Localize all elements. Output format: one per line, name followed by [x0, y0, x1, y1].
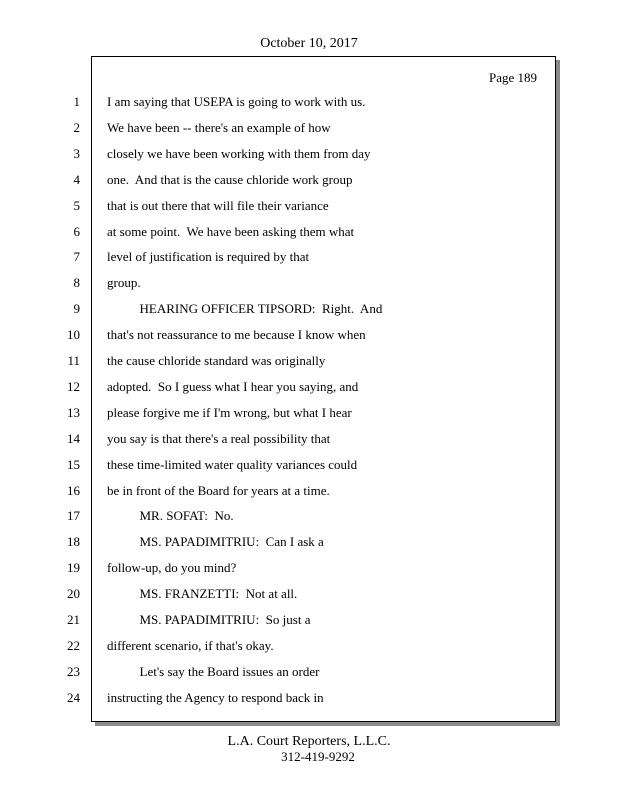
line-number: 8 [73, 275, 80, 290]
line-text: Let's say the Board issues an order [107, 664, 320, 679]
line-text: We have been -- there's an example of how [107, 120, 331, 135]
line-text: HEARING OFFICER TIPSORD: Right. And [107, 301, 383, 316]
line-number: 17 [67, 508, 80, 523]
line-number: 15 [67, 457, 80, 472]
line-text: instructing the Agency to respond back in [107, 690, 324, 705]
line-number: 11 [67, 353, 80, 368]
line-number: 4 [73, 172, 80, 187]
line-text: be in front of the Board for years at a time. [107, 483, 330, 498]
line-text: I am saying that USEPA is going to work with us. [107, 94, 366, 109]
line-number: 23 [67, 664, 80, 679]
line-number: 13 [67, 405, 80, 420]
line-text: MS. PAPADIMITRIU: Can I ask a [107, 534, 324, 549]
line-text: please forgive me if I'm wrong, but what I hear [107, 405, 352, 420]
line-number: 5 [73, 198, 80, 213]
line-number: 16 [67, 483, 80, 498]
line-number: 21 [67, 612, 80, 627]
line-text: group. [107, 275, 141, 290]
line-text: you say is that there's a real possibility that [107, 431, 331, 446]
line-number: 7 [73, 249, 80, 264]
line-text: that's not reassurance to me because I know when [107, 327, 366, 342]
line-text: MS. FRANZETTI: Not at all. [107, 586, 298, 601]
court-reporter-phone: 312-419-9292 [281, 749, 355, 764]
line-text: level of justification is required by that [107, 249, 310, 264]
line-number: 18 [67, 534, 80, 549]
footer [0, 734, 618, 764]
line-number: 14 [67, 431, 80, 446]
line-text: that is out there that will file their variance [107, 198, 329, 213]
court-reporter-name: L.A. Court Reporters, L.L.C. [227, 734, 391, 749]
page-number: Page 189 [488, 70, 537, 85]
line-number: 22 [67, 638, 80, 653]
line-text: the cause chloride standard was originally [107, 353, 326, 368]
line-text: follow-up, do you mind? [107, 560, 237, 575]
line-text: these time-limited water quality variances could [107, 457, 358, 472]
line-number: 1 [73, 94, 80, 109]
line-number: 10 [67, 327, 80, 342]
line-number: 19 [67, 560, 80, 575]
line-text: adopted. So I guess what I hear you saying, and [107, 379, 359, 394]
line-text: different scenario, if that's okay. [107, 638, 274, 653]
line-number: 3 [73, 146, 80, 161]
line-text: at some point. We have been asking them what [107, 224, 355, 239]
line-text: MR. SOFAT: No. [107, 508, 234, 523]
line-number: 20 [67, 586, 80, 601]
line-text: one. And that is the cause chloride work group [107, 172, 353, 187]
line-number: 24 [67, 690, 80, 705]
transcript-date: October 10, 2017 [260, 36, 358, 51]
line-number: 2 [73, 120, 80, 135]
line-text: MS. PAPADIMITRIU: So just a [107, 612, 311, 627]
line-number: 6 [73, 224, 80, 239]
line-number: 12 [67, 379, 80, 394]
line-text: closely we have been working with them from day [107, 146, 371, 161]
line-number: 9 [73, 301, 80, 316]
